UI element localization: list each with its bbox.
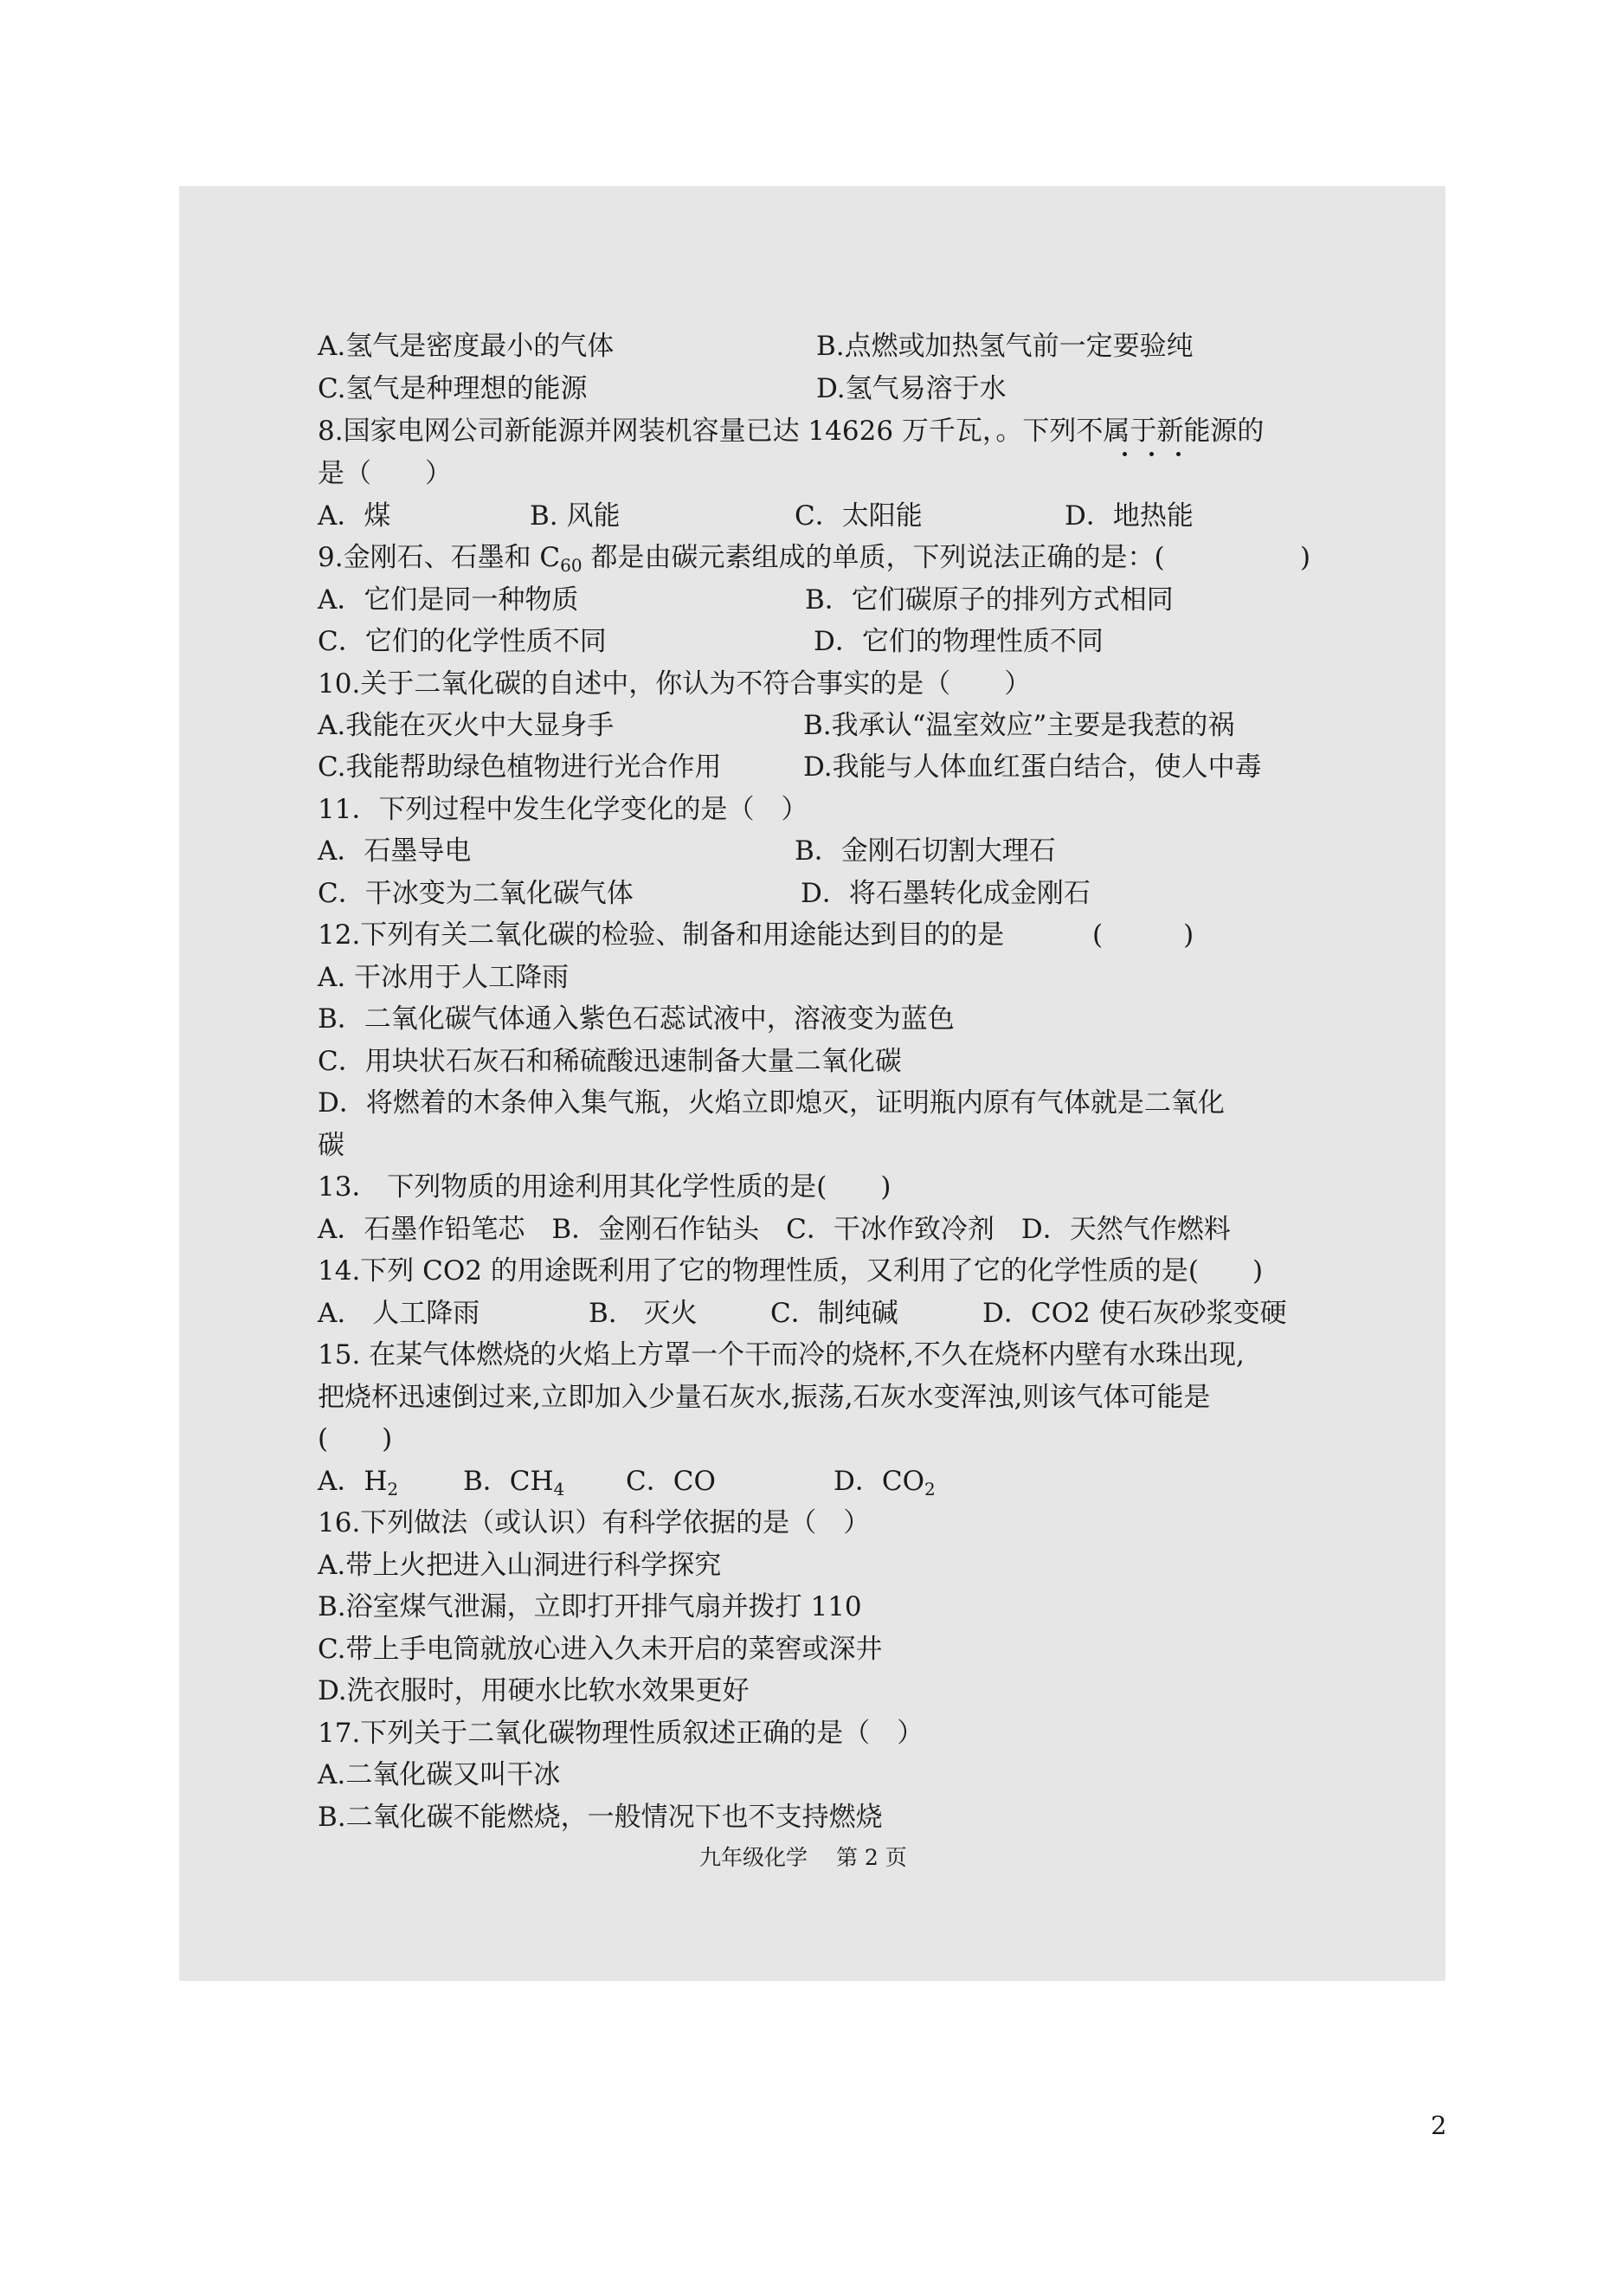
q17-option-a: A.二氧化碳又叫干冰 <box>318 1759 561 1790</box>
q12-option-c: C．用块状石灰石和稀硫酸迅速制备大量二氧化碳 <box>318 1046 902 1077</box>
q10-stem: 10.关于二氧化碳的自述中，你认为不符合事实的是（ ） <box>318 668 1032 700</box>
q9-option-c: C．它们的化学性质不同 <box>318 626 607 657</box>
q10-option-d: D.我能与人体血红蛋白结合，使人中毒 <box>803 751 1262 783</box>
q15-option-a <box>318 1464 398 1499</box>
q8-option-a: A．煤 <box>318 500 391 532</box>
q11-stem: 11．下列过程中发生化学变化的是（ ） <box>318 794 808 825</box>
q9-option-b: B．它们碳原子的排列方式相同 <box>805 584 1174 616</box>
q7-option-b: B.点燃或加热氢气前一定要验纯 <box>816 331 1194 362</box>
q15-option-c: C．CO <box>626 1466 716 1497</box>
q7-option-d: D.氢气易溶于水 <box>816 373 1007 404</box>
q8-option-c: C．太阳能 <box>795 500 923 532</box>
q11-option-b: B．金刚石切割大理石 <box>795 835 1056 867</box>
q12-option-b: B．二氧化碳气体通入紫色石蕊试液中，溶液变为蓝色 <box>318 1003 955 1035</box>
q12-option-a: A. 干冰用于人工降雨 <box>318 962 570 993</box>
q17-stem: 17.下列关于二氧化碳物理性质叙述正确的是（ ） <box>318 1718 924 1749</box>
q7-option-c: C.氢气是种理想的能源 <box>318 373 588 404</box>
q9-stem-subscript: 60 <box>560 555 583 576</box>
q13-options: A．石墨作铅笔芯 B．金刚石作钻头 C．干冰作致冷剂 D．天然气作燃料 <box>318 1214 1231 1245</box>
q13-stem: 13． 下列物质的用途利用其化学性质的是( ) <box>318 1171 891 1203</box>
q10-option-b: B.我承认“温室效应”主要是我惹的祸 <box>803 710 1235 741</box>
q9-stem-close: ) <box>1300 542 1311 573</box>
q8-stem-cont: 是（ ） <box>318 458 452 489</box>
q15-stem-cont: 把烧杯迅速倒过来,立即加入少量石灰水,振荡,石灰水变浑浊,则该气体可能是 <box>318 1382 1211 1413</box>
q15-option-a-text: A．H <box>318 1466 388 1497</box>
q11-option-a: A．石墨导电 <box>318 835 472 867</box>
q15-stem: 15. 在某气体燃烧的火焰上方罩一个干而冷的烧杯,不久在烧杯内壁有水珠出现, <box>318 1339 1245 1371</box>
emphasis-dot <box>1123 452 1127 456</box>
q12-option-d-cont: 碳 <box>318 1130 344 1161</box>
q9-option-a: A．它们是同一种物质 <box>318 584 579 616</box>
q15-option-d-text: D．CO <box>834 1466 924 1497</box>
q12-answer-paren: ( ) <box>1092 919 1194 951</box>
q15-option-b-subscript: 4 <box>553 1479 565 1499</box>
q10-option-a: A.我能在灭火中大显身手 <box>318 710 615 741</box>
q17-option-b: B.二氧化碳不能燃烧，一般情况下也不支持燃烧 <box>318 1802 883 1833</box>
q15-option-d <box>834 1464 936 1499</box>
exam-page-footer: 九年级化学 第 2 页 <box>699 1845 907 1870</box>
q9-option-d: D．它们的物理性质不同 <box>814 626 1104 657</box>
q15-answer-paren: ( ) <box>318 1423 393 1454</box>
q7-option-a: A.氢气是密度最小的气体 <box>318 331 615 362</box>
q14-stem: 14.下列 CO2 的用途既利用了它的物理性质，又利用了它的化学性质的是( ) <box>318 1255 1264 1287</box>
q12-stem: 12.下列有关二氧化碳的检验、制备和用途能达到目的的是 <box>318 919 1005 951</box>
emphasis-dot <box>1176 452 1181 456</box>
q14-option-b: B. 灭火 <box>589 1298 698 1329</box>
q9-stem-text-2: 都是由碳元素组成的单质，下列说法正确的是：( <box>582 542 1165 573</box>
emphasis-dot <box>1149 452 1154 456</box>
q8-option-d: D．地热能 <box>1065 500 1194 532</box>
q14-option-d: D．CO2 使石灰砂浆变硬 <box>982 1298 1287 1329</box>
q16-option-b: B.浴室煤气泄漏，立即打开排气扇并拨打 110 <box>318 1591 862 1622</box>
q15-option-a-subscript: 2 <box>387 1479 399 1499</box>
q11-option-d: D．将石墨转化成金刚石 <box>801 878 1091 909</box>
q15-option-d-subscript: 2 <box>924 1479 936 1499</box>
q14-option-c: C．制纯碱 <box>770 1298 898 1329</box>
q8-option-b: B. 风能 <box>530 500 621 532</box>
q8-stem: 8.国家电网公司新能源并网装机容量已达 14626 万千瓦，。下列不属于新能源的 <box>318 416 1265 447</box>
q15-option-b-text: B．CH <box>463 1466 554 1497</box>
q11-option-c: C．干冰变为二氧化碳气体 <box>318 878 634 909</box>
q9-stem <box>318 540 1165 575</box>
q10-option-c: C.我能帮助绿色植物进行光合作用 <box>318 751 722 783</box>
q16-stem: 16.下列做法（或认识）有科学依据的是（ ） <box>318 1507 871 1538</box>
q16-option-c: C.带上手电筒就放心进入久未开启的菜窖或深井 <box>318 1634 883 1665</box>
q9-stem-text: 9.金刚石、石墨和 C <box>318 542 561 573</box>
q12-option-d: D．将燃着的木条伸入集气瓶，火焰立即熄灭，证明瓶内原有气体就是二氧化 <box>318 1087 1225 1119</box>
page-number: 2 <box>1431 2111 1447 2140</box>
q14-option-a: A. 人工降雨 <box>318 1298 480 1329</box>
scanned-exam-page <box>179 186 1445 1981</box>
q16-option-d: D.洗衣服时，用硬水比软水效果更好 <box>318 1675 750 1706</box>
q15-option-b <box>463 1464 564 1499</box>
q16-option-a: A.带上火把进入山洞进行科学探究 <box>318 1550 722 1581</box>
